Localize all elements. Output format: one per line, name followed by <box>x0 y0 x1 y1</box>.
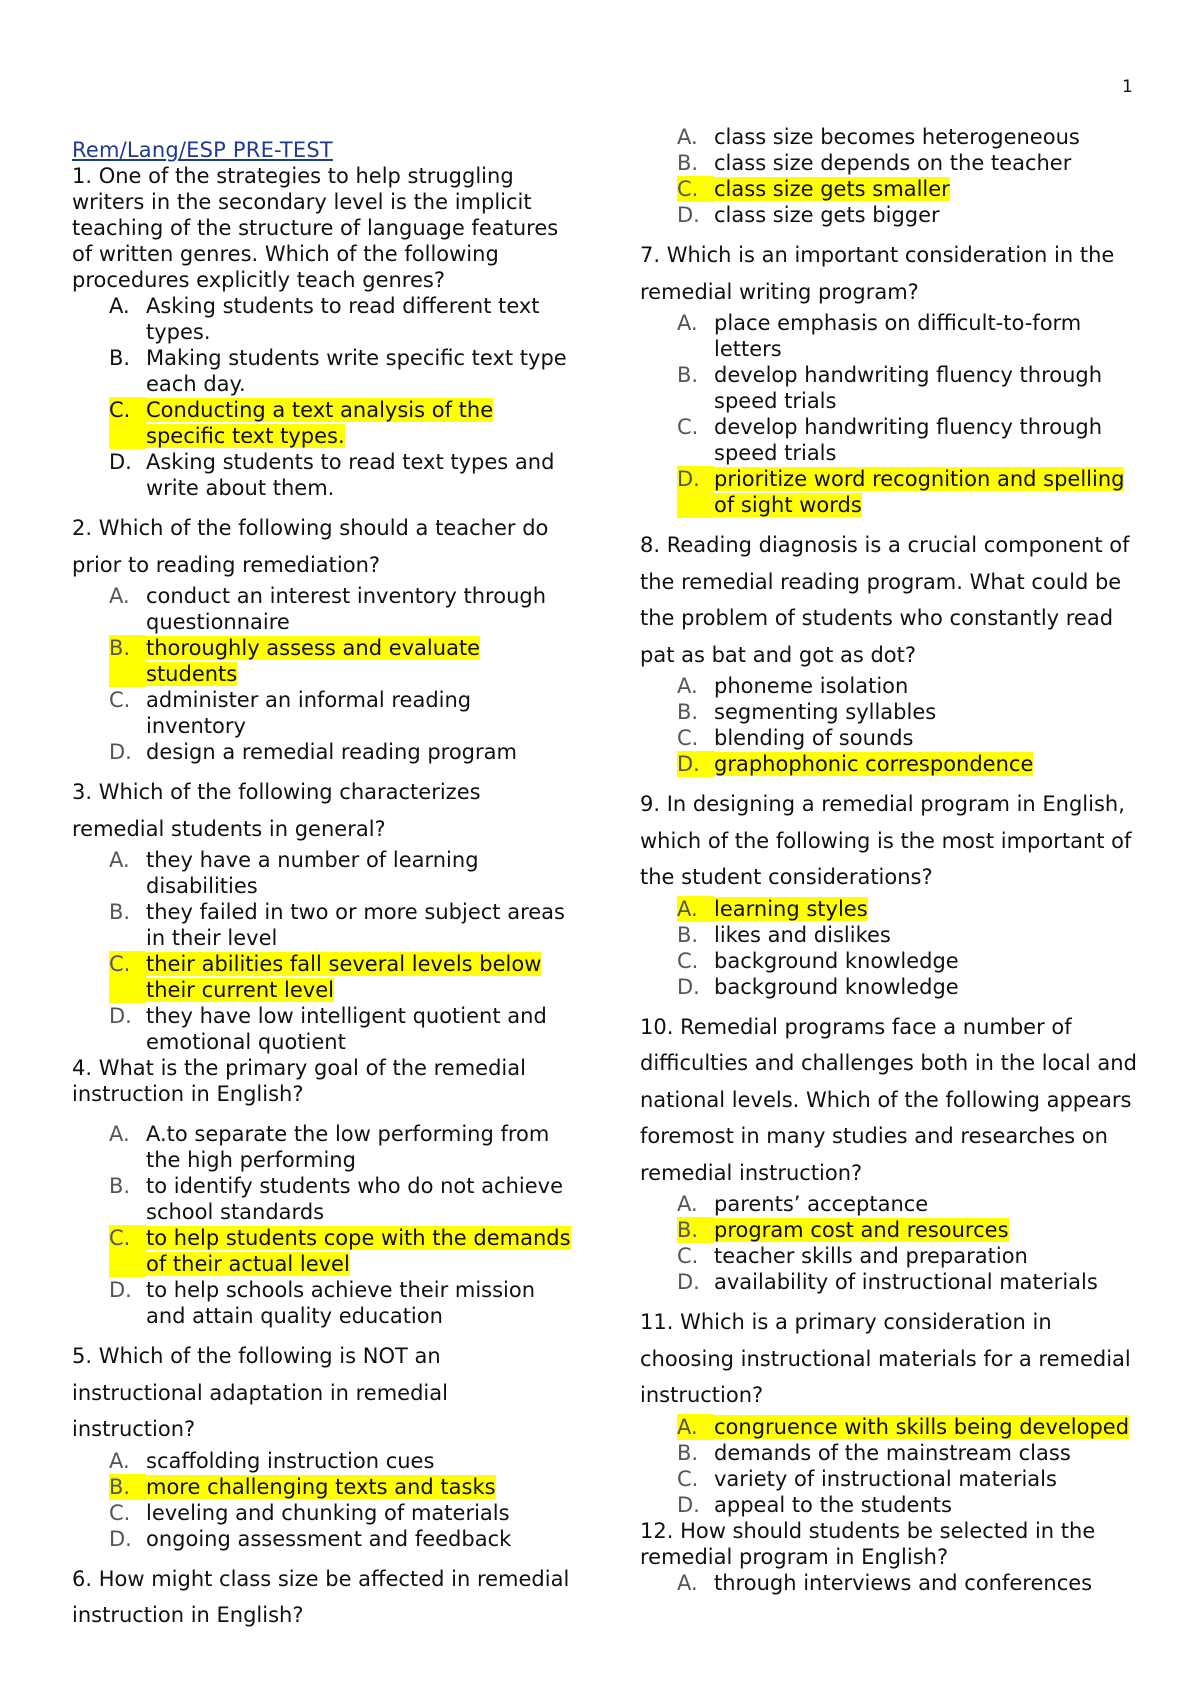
option-list <box>72 293 572 501</box>
option-text: scaffolding instruction cues <box>146 1448 435 1473</box>
option-text: segmenting syllables <box>714 700 937 724</box>
option-b <box>677 922 1150 948</box>
question-text: 11. Which is a primary consideration in choosing instructional materials for a remedial instruction? <box>640 1310 1131 1407</box>
option-text: they have low intelligent quotient and emotional quotient <box>146 1004 547 1054</box>
option-a <box>677 310 1150 362</box>
option-b-answer <box>109 1474 572 1500</box>
option-d <box>109 449 572 501</box>
option-a-answer <box>677 896 1150 922</box>
option-letter: B. <box>677 922 699 947</box>
option-letter: B. <box>109 346 131 370</box>
option-c <box>677 1466 1150 1492</box>
option-d <box>677 974 1150 1000</box>
option-text: Asking students to read different text types. <box>146 294 540 344</box>
option-c <box>109 687 572 739</box>
option-a <box>677 124 1150 150</box>
option-text: demands of the mainstream class <box>714 1440 1071 1465</box>
option-letter: B. <box>677 1440 699 1465</box>
option-c <box>677 414 1150 466</box>
option-letter: B. <box>677 363 699 387</box>
option-text: background knowledge <box>714 948 959 973</box>
option-letter: C. <box>109 1225 146 1277</box>
option-c-answer <box>109 1225 572 1277</box>
option-text-highlighted: to help students cope with the demands of their actual level <box>146 1226 571 1276</box>
question-text: 9. In designing a remedial program in English, which of the following is the most important of the student considerations? <box>640 792 1132 889</box>
option-list <box>640 310 1150 518</box>
option-letter: A. <box>109 1122 130 1146</box>
question-8 <box>640 527 1150 777</box>
option-b <box>109 345 572 397</box>
option-text: develop handwriting fluency through speed trials <box>714 415 1103 465</box>
question-11 <box>640 1304 1150 1518</box>
question-text: 5. Which of the following is NOT an instructional adaptation in remedial instruction? <box>72 1344 448 1441</box>
right-column <box>640 124 1150 1596</box>
page-number: 1 <box>1122 77 1133 97</box>
option-text: A.to separate the low performing from the high performing <box>146 1122 550 1172</box>
option-letter: B. <box>677 1217 714 1243</box>
option-text: administer an informal reading inventory <box>146 688 472 738</box>
option-d-answer <box>677 466 1150 518</box>
option-text: they have a number of learning disabilities <box>146 848 479 898</box>
option-text: class size depends on the teacher <box>714 151 1072 175</box>
option-b <box>677 362 1150 414</box>
question-4 <box>72 1055 572 1329</box>
option-letter: A. <box>677 1192 698 1216</box>
option-a <box>109 1448 572 1474</box>
option-text: Making students write specific text type each day. <box>146 346 567 396</box>
option-letter: D. <box>677 1492 700 1517</box>
option-text: they failed in two or more subject areas in their level <box>146 900 565 950</box>
question-text: 8. Reading diagnosis is a crucial component of the remedial reading program. What could be the problem of students who constantly read pat as bat and got as dot? <box>640 533 1130 667</box>
option-b <box>677 1440 1150 1466</box>
option-a <box>109 1121 572 1173</box>
page-title: Rem/Lang/ESP PRE-TEST <box>72 138 333 162</box>
option-c-answer <box>677 176 1150 202</box>
option-text-highlighted: learning styles <box>714 896 868 921</box>
question-10 <box>640 1009 1150 1296</box>
question-text: 4. What is the primary goal of the remedial instruction in English? <box>72 1056 526 1106</box>
option-letter: D. <box>109 1004 132 1028</box>
option-a <box>109 847 572 899</box>
option-text-highlighted: program cost and resources <box>714 1218 1009 1242</box>
option-text: blending of sounds <box>714 726 914 750</box>
option-letter: A. <box>677 1570 698 1595</box>
question-5 <box>72 1338 572 1552</box>
option-list <box>640 673 1150 777</box>
option-a <box>109 583 572 635</box>
option-text: Asking students to read text types and write about them. <box>146 450 555 500</box>
option-letter: B. <box>677 151 699 175</box>
option-text: ongoing assessment and feedback <box>146 1526 512 1551</box>
option-d <box>109 1003 572 1055</box>
option-list <box>640 1414 1150 1518</box>
question-12 <box>640 1518 1150 1596</box>
option-letter: D. <box>677 974 700 999</box>
option-c <box>109 1500 572 1526</box>
option-letter: D. <box>677 466 714 518</box>
option-letter: A. <box>109 848 130 872</box>
option-text-highlighted: Conducting a text analysis of the specific text types. <box>146 398 494 448</box>
option-list <box>640 896 1150 1000</box>
question-7 <box>640 237 1150 518</box>
question-text: 1. One of the strategies to help struggling writers in the secondary level is the implicit teaching of the structure of language features of written genres. Which of the following procedures explicitly teach genres? <box>72 164 559 292</box>
question-text: 7. Which is an important consideration in the remedial writing program? <box>640 243 1115 304</box>
option-d <box>109 1277 572 1329</box>
option-d <box>109 739 572 765</box>
question-6 <box>72 1561 572 1634</box>
option-letter: D. <box>677 1270 700 1294</box>
option-text: background knowledge <box>714 974 959 999</box>
option-text-highlighted: more challenging texts and tasks <box>146 1474 496 1499</box>
option-letter: A. <box>677 1414 714 1440</box>
option-letter: D. <box>677 203 700 227</box>
option-text: to identify students who do not achieve school standards <box>146 1174 563 1224</box>
option-letter: A. <box>677 311 698 335</box>
option-d <box>677 1492 1150 1518</box>
option-text-highlighted: graphophonic correspondence <box>714 752 1034 776</box>
option-text: class size becomes heterogeneous <box>714 125 1080 149</box>
option-c <box>677 1243 1150 1269</box>
option-b <box>109 899 572 951</box>
option-letter: D. <box>109 1278 132 1302</box>
question-text: 6. How might class size be affected in remedial instruction in English? <box>72 1566 570 1627</box>
option-text-highlighted: prioritize word recognition and spelling of sight words <box>714 467 1125 517</box>
option-a <box>677 1570 1150 1596</box>
option-letter: D. <box>109 740 132 764</box>
option-b-answer <box>677 1217 1150 1243</box>
option-letter: C. <box>677 948 699 973</box>
option-text: teacher skills and preparation <box>714 1244 1028 1268</box>
option-list <box>640 1191 1150 1295</box>
option-letter: A. <box>677 896 714 922</box>
option-a-answer <box>677 1414 1150 1440</box>
option-letter: B. <box>109 635 146 687</box>
option-a <box>677 673 1150 699</box>
option-letter: C. <box>109 951 146 1003</box>
option-c-answer <box>109 397 572 449</box>
question-2 <box>72 510 572 765</box>
option-b <box>109 1173 572 1225</box>
option-text: likes and dislikes <box>714 922 891 947</box>
option-a <box>109 293 572 345</box>
option-c <box>677 725 1150 751</box>
question-3 <box>72 774 572 1055</box>
option-d-answer <box>677 751 1150 777</box>
left-column <box>72 137 572 1634</box>
option-list <box>640 124 1150 228</box>
option-text-highlighted: thoroughly assess and evaluate students <box>146 636 481 686</box>
option-text: develop handwriting fluency through speed trials <box>714 363 1103 413</box>
option-letter: A. <box>677 125 698 149</box>
option-text-highlighted: class size gets smaller <box>714 177 950 201</box>
option-b <box>677 699 1150 725</box>
option-c <box>677 948 1150 974</box>
option-letter: C. <box>109 1500 131 1525</box>
option-letter: B. <box>109 1474 146 1500</box>
option-letter: C. <box>109 397 146 449</box>
option-text: parents’ acceptance <box>714 1192 929 1216</box>
option-c-answer <box>109 951 572 1003</box>
option-text: through interviews and conferences <box>714 1570 1093 1595</box>
option-list <box>72 1448 572 1552</box>
option-list <box>72 1121 572 1329</box>
option-text: phoneme isolation <box>714 674 909 698</box>
option-text: to help schools achieve their mission and attain quality education <box>146 1278 536 1328</box>
question-6-options <box>640 124 1150 228</box>
question-text: 12. How should students be selected in the remedial program in English? <box>640 1518 1096 1569</box>
option-d <box>109 1526 572 1552</box>
option-letter: C. <box>109 688 131 712</box>
option-text: place emphasis on difficult-to-form letters <box>714 311 1082 361</box>
question-text: 2. Which of the following should a teacher do prior to reading remediation? <box>72 516 549 577</box>
option-list <box>72 847 572 1055</box>
option-letter: A. <box>109 294 130 318</box>
question-text: 3. Which of the following characterizes remedial students in general? <box>72 780 481 841</box>
option-text: design a remedial reading program <box>146 740 517 764</box>
option-text-highlighted: congruence with skills being developed <box>714 1414 1130 1439</box>
option-letter: B. <box>677 700 699 724</box>
option-letter: D. <box>677 751 714 777</box>
question-text: 10. Remedial programs face a number of difficulties and challenges both in the local and national levels. Which of the following appears foremost in many studies and researches on remedial instruction? <box>640 1014 1137 1185</box>
option-text: appeal to the students <box>714 1492 952 1517</box>
option-text: variety of instructional materials <box>714 1466 1057 1491</box>
option-letter: B. <box>109 1174 131 1198</box>
option-text: class size gets bigger <box>714 203 940 227</box>
option-text: availability of instructional materials <box>714 1270 1098 1294</box>
option-letter: C. <box>677 415 699 439</box>
option-text: conduct an interest inventory through questionnaire <box>146 584 547 634</box>
option-list <box>640 1570 1150 1596</box>
option-b <box>677 150 1150 176</box>
option-a <box>677 1191 1150 1217</box>
option-letter: B. <box>109 900 131 924</box>
option-letter: A. <box>677 674 698 698</box>
option-text: leveling and chunking of materials <box>146 1500 510 1525</box>
option-letter: A. <box>109 584 130 608</box>
option-d <box>677 202 1150 228</box>
option-b-answer <box>109 635 572 687</box>
option-letter: C. <box>677 1244 699 1268</box>
option-text-highlighted: their abilities fall several levels below their current level <box>146 952 542 1002</box>
option-d <box>677 1269 1150 1295</box>
option-letter: D. <box>109 450 132 474</box>
option-letter: C. <box>677 1466 699 1491</box>
option-letter: A. <box>109 1448 130 1473</box>
question-1 <box>72 163 572 501</box>
option-letter: C. <box>677 176 714 202</box>
question-9 <box>640 786 1150 1000</box>
option-letter: D. <box>109 1526 132 1551</box>
option-letter: C. <box>677 726 699 750</box>
option-list <box>72 583 572 765</box>
